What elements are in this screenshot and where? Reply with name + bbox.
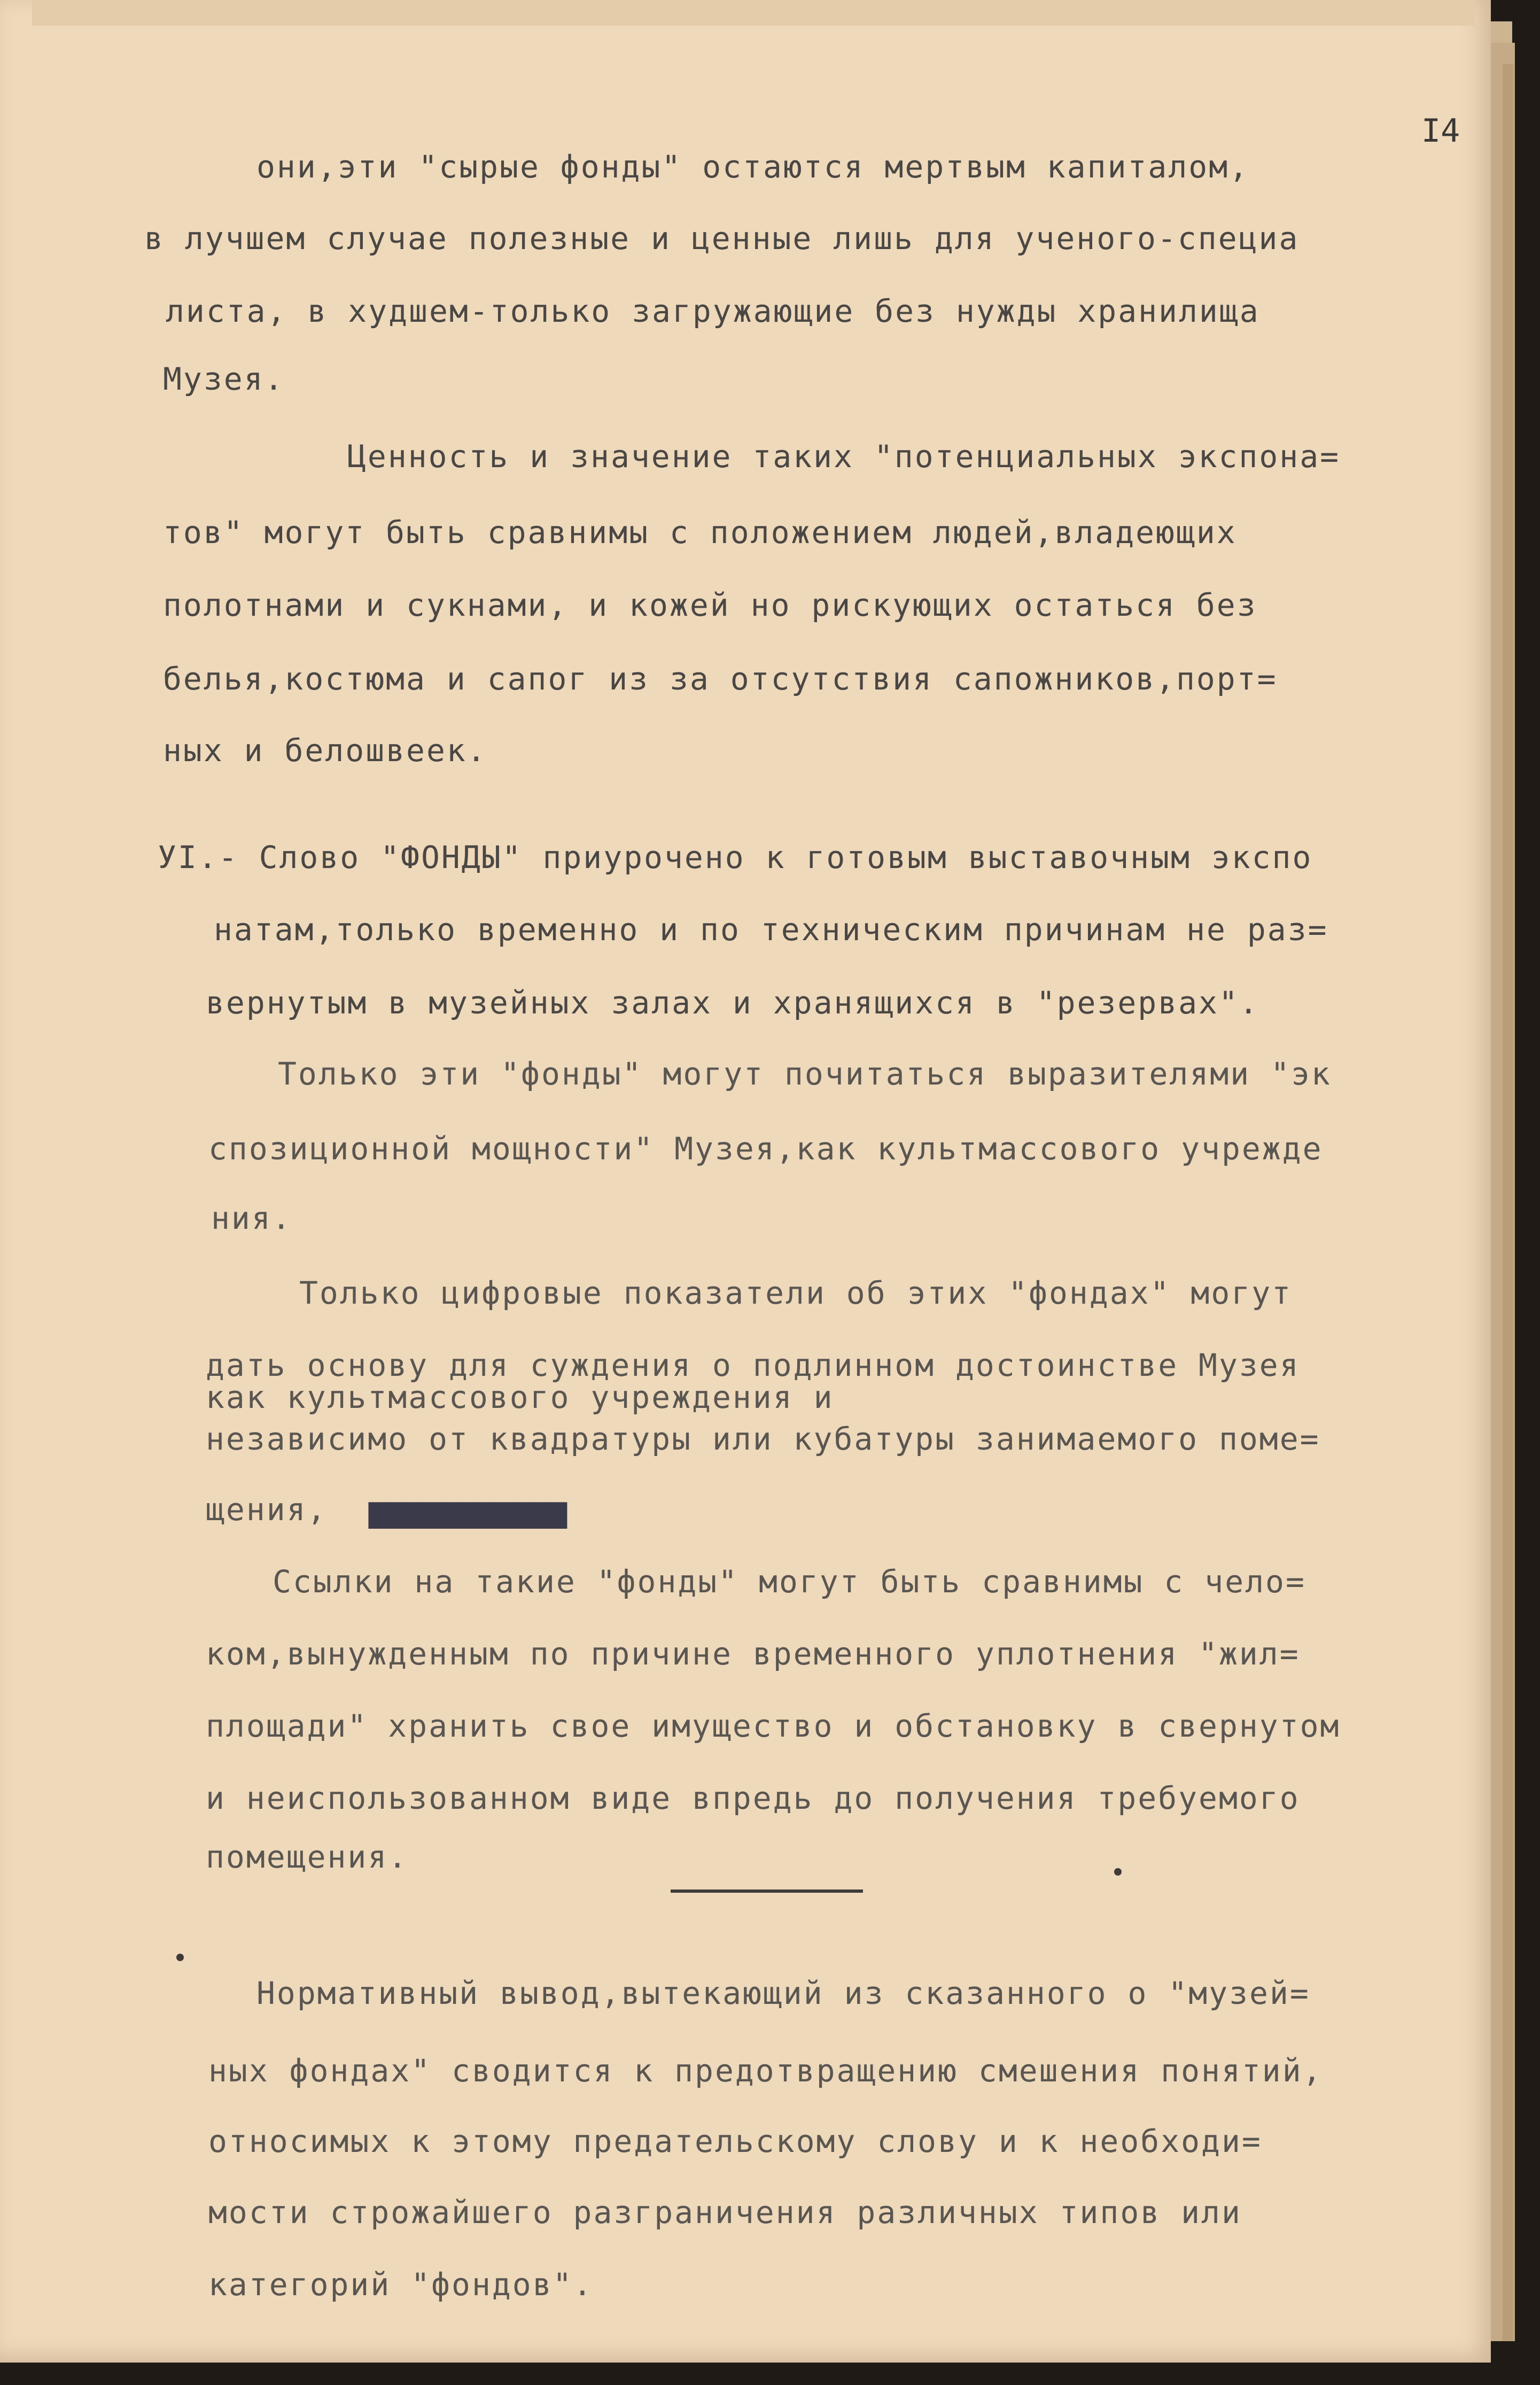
text-line: мости строжайшего разграничения различных типов или bbox=[208, 2194, 1242, 2231]
text-line: Ценность и значение таких "потенциальных экспона= bbox=[347, 438, 1341, 475]
text-line: площади" хранить свое имущество и обстановку в свернутом bbox=[206, 1708, 1341, 1744]
text-line: УI.- Слово "ФОНДЫ" приурочено к готовым выставочным экспо bbox=[158, 839, 1313, 876]
text-line: Ссылки на такие "фонды" могут быть сравнимы с чело= bbox=[273, 1563, 1306, 1600]
text-line: ния. bbox=[211, 1200, 292, 1236]
text-line: тов" могут быть сравнимы с положением людей,владеющих bbox=[163, 514, 1237, 551]
text-line: дать основу для суждения о подлинном достоинстве Музея bbox=[206, 1347, 1300, 1383]
text-line: щения, bbox=[206, 1491, 328, 1528]
text-line: ных и белошвеек. bbox=[163, 732, 487, 769]
ink-dot bbox=[176, 1954, 184, 1961]
text-line: белья,костюма и сапог из за отсутствия сапожников,порт= bbox=[163, 661, 1278, 697]
text-line: натам,только временно и по техническим причинам не раз= bbox=[214, 911, 1328, 948]
text-line: в лучшем случае полезные и ценные лишь для ученого-специа bbox=[144, 220, 1300, 257]
section-divider-rule bbox=[671, 1890, 863, 1893]
text-line: Нормативный вывод,вытекающий из сказанного о "музей= bbox=[256, 1975, 1310, 2011]
struck-out-text: ▆▆▆▆▆▆▆▆▆▆▆ bbox=[369, 1494, 567, 1529]
page-number: I4 bbox=[1421, 112, 1460, 150]
text-line: они,эти "сырые фонды" остаются мертвым капиталом, bbox=[256, 149, 1250, 185]
text-line: ком,вынужденным по причине временного уплотнения "жил= bbox=[206, 1636, 1300, 1672]
ink-dot bbox=[1114, 1868, 1122, 1876]
text-line: листа, в худшем-только загружающие без нужды хранилища bbox=[166, 293, 1260, 329]
text-line: Только цифровые показатели об этих "фондах" могут bbox=[299, 1275, 1293, 1311]
text-line: как культмассового учреждения и bbox=[206, 1379, 834, 1415]
text-line: ных фондах" сводится к предотвращению смешения понятий, bbox=[208, 2053, 1323, 2089]
text-line: независимо от квадратуры или кубатуры занимаемого поме= bbox=[206, 1421, 1320, 1457]
text-line: Музея. bbox=[163, 361, 285, 397]
page-stack-edge bbox=[1503, 64, 1513, 2341]
page-top-strip bbox=[32, 0, 1475, 26]
text-line: категорий "фондов". bbox=[208, 2266, 594, 2303]
text-line: и неиспользованном виде впредь до получения требуемого bbox=[206, 1780, 1300, 1816]
text-line: спозиционной мощности" Музея,как культмассового учрежде bbox=[208, 1130, 1323, 1167]
text-line: полотнами и сукнами, и кожей но рискующих остаться без bbox=[163, 587, 1257, 623]
text-line: Только эти "фонды" могут почитаться выразителями "эк bbox=[278, 1056, 1332, 1092]
text-line: относимых к этому предательскому слову и к необходи= bbox=[208, 2123, 1262, 2159]
text-line: помещения. bbox=[206, 1839, 409, 1875]
text-line: вернутым в музейных залах и хранящихся в "резервах". bbox=[206, 985, 1259, 1021]
